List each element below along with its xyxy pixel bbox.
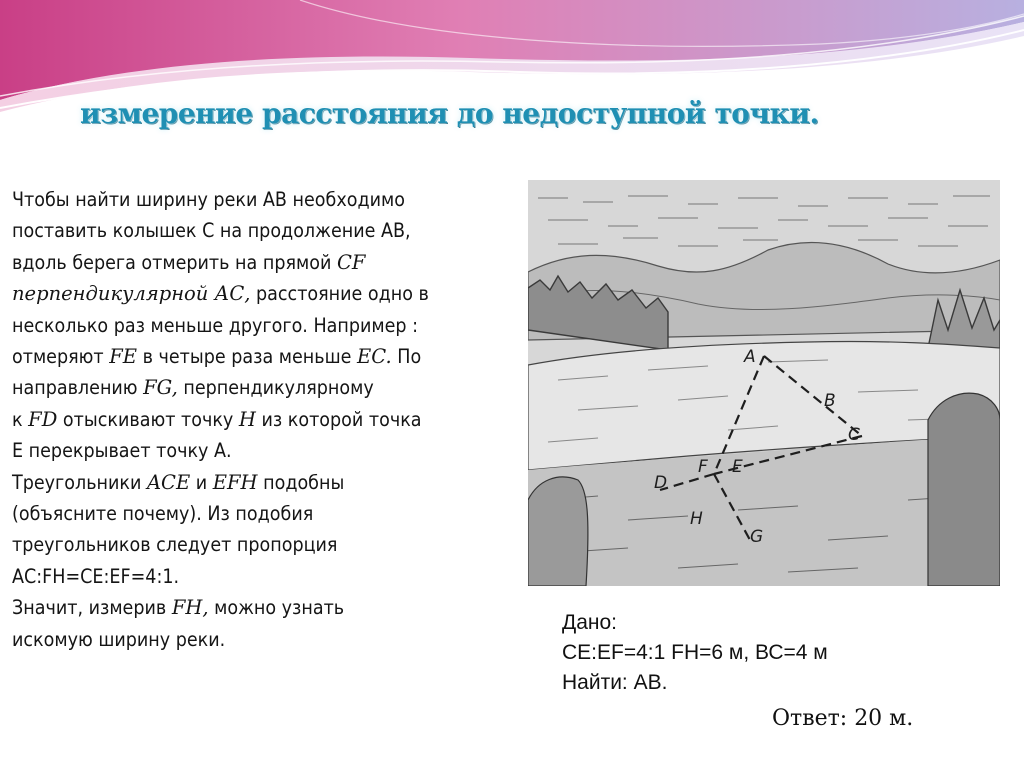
point-label-a: A [744, 347, 756, 367]
italic-term: FE [109, 345, 137, 369]
text-line [12, 467, 522, 498]
italic-term: EC. [357, 345, 392, 369]
text-run: направлению [12, 376, 144, 400]
text-run: поставить колышек С на продолжение АВ, [12, 219, 411, 243]
text-run: расстояние одно в [250, 282, 429, 306]
text-line [12, 561, 522, 592]
text-line [12, 404, 522, 435]
text-run: несколько раз меньше другого. Например : [12, 313, 419, 337]
text-run: Чтобы найти ширину реки АВ необходимо [12, 188, 405, 211]
text-line [12, 341, 522, 372]
text-run: к [12, 407, 29, 431]
slide-title: измерение расстояния до недоступной точки. [80, 97, 819, 130]
river-measurement-illustration [528, 180, 1000, 586]
text-run: перпендикулярному [177, 376, 374, 400]
italic-term: FD [28, 407, 58, 431]
text-run: Значит, измерив [12, 596, 172, 620]
text-run: Е перекрывает точку А. [12, 439, 232, 463]
italic-term: FH, [171, 596, 209, 620]
text-line [12, 529, 522, 560]
text-run: АС:FH=СЕ:ЕF=4:1. [12, 564, 180, 588]
italic-term: перпендикулярной АС, [12, 282, 251, 306]
text-run: подобны [257, 470, 345, 494]
text-run: Треугольники [12, 470, 147, 494]
given-values: СЕ:ЕF=4:1 FH=6 м, ВС=4 м [562, 641, 828, 664]
text-line [12, 592, 522, 623]
italic-term: CF [336, 250, 366, 274]
text-run: вдоль берега отмерить на прямой [12, 250, 337, 274]
point-label-f: F [698, 457, 708, 477]
text-line [12, 184, 522, 215]
given-block [562, 608, 982, 698]
text-line [12, 498, 522, 529]
answer-text: Ответ: 20 м. [772, 706, 914, 731]
text-line [12, 278, 522, 309]
explanation-text [12, 184, 522, 655]
given-label: Дано: [562, 611, 618, 634]
text-run: (объясните почему). Из подобия [12, 502, 314, 526]
point-label-e: E [732, 457, 743, 477]
text-run: в четыре раза меньше [137, 345, 358, 369]
italic-term: EFH [212, 470, 258, 494]
text-run: По [391, 345, 422, 369]
text-line [12, 310, 522, 341]
text-run: треугольников следует пропорция [12, 533, 338, 557]
point-label-h: H [690, 509, 703, 529]
point-label-c: C [848, 425, 860, 445]
italic-term: ACE [146, 470, 191, 494]
text-line [12, 624, 522, 655]
italic-term: FG, [143, 376, 178, 400]
find-label: Найти: АВ. [562, 671, 668, 694]
point-label-d: D [654, 473, 668, 493]
point-label-b: B [824, 391, 836, 411]
text-run: отыскивают точку [57, 407, 239, 431]
text-run: и [190, 470, 213, 494]
text-run: искомую ширину реки. [12, 627, 226, 651]
italic-term: H [238, 407, 256, 431]
point-label-g: G [750, 527, 764, 547]
text-line [12, 435, 522, 466]
text-line [12, 215, 522, 246]
text-line [12, 372, 522, 403]
text-run: из которой точка [255, 407, 422, 431]
text-run: отмеряют [12, 345, 110, 369]
text-run: можно узнать [208, 596, 345, 620]
text-line [12, 247, 522, 278]
